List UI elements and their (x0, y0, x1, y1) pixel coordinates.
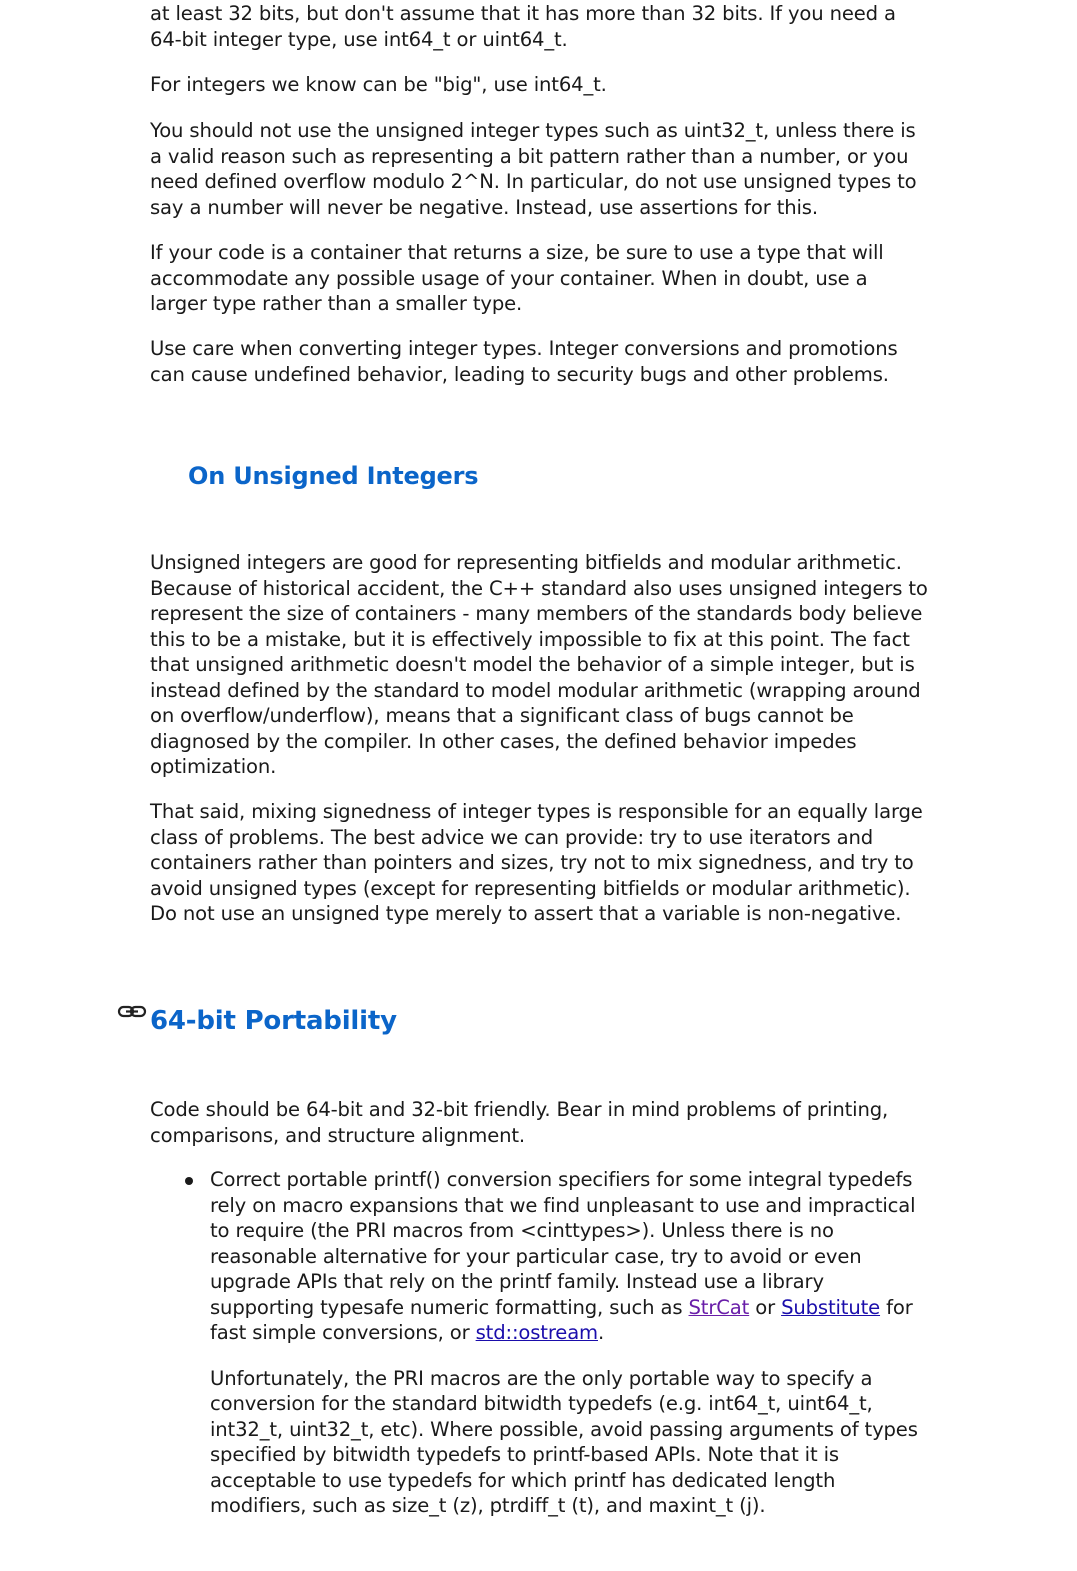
portability-intro: Code should be 64-bit and 32-bit friendly. Bear in mind problems of printing, comparisons, and structure alignment. (150, 1098, 889, 1147)
intro-paragraph-4: If your code is a container that returns a size, be sure to use a type that will accommodate any possible usage of your container. When in doubt, use a larger type rather than a smaller type. (150, 241, 884, 315)
unsigned-integers-heading: On Unsigned Integers (188, 462, 479, 490)
link-icon[interactable] (117, 1002, 149, 1022)
bullet-text-end: . (598, 1321, 605, 1344)
intro-paragraph-5: Use care when converting integer types. Integer conversions and promotions can cause undefined behavior, leading to security bugs and other problems. (150, 337, 898, 386)
intro-paragraph-1: at least 32 bits, but don't assume that it has more than 32 bits. If you need a 64-bit integer type, use int64_t or uint64_t. (150, 2, 896, 51)
unsigned-paragraph-2: That said, mixing signedness of integer types is responsible for an equally large class of problems. The best advice we can provide: try to use iterators and containers rather than pointers and sizes, try not to mix signedness, and try to avoid unsigned types (except for representing bitfields or modular arithmetic). Do not use an unsigned type merely to assert that a variable is non-negative. (150, 800, 923, 925)
substitute-link[interactable]: Substitute (781, 1295, 881, 1319)
intro-paragraph-2: For integers we know can be "big", use int64_t. (150, 73, 607, 96)
bullet-paragraph-2: Unfortunately, the PRI macros are the only portable way to specify a conversion for the standard bitwidth typedefs (e.g. int64_t, uint64_t, int32_t, uint32_t, etc). Where possible, avoid passing arguments of types specified by bitwidth typedefs to printf-based APIs. Note that it is acceptable to use typedefs for which printf has dedicated length modifiers, such as size_t (z), ptrdiff_t (t), and maxint_t (j). (210, 1366, 918, 1517)
intro-paragraph-3: You should not use the unsigned integer types such as uint32_t, unless there is a valid reason such as representing a bit pattern rather than a number, or you need defined overflow modulo 2^N. In particular, do not use unsigned types to say a number will never be negative. Instead, use assertions for this. (150, 119, 917, 219)
bullet-text-for: for fast simple conversions, or (210, 1295, 913, 1344)
unsigned-paragraph-1: Unsigned integers are good for representing bitfields and modular arithmetic. Because of historical accident, the C++ standard also uses unsigned integers to represent the size of containers - many members of the standards body believe this to be a mistake, but it is effectively impossible to fix at this point. The fact that unsigned arithmetic doesn't model the behavior of a simple integer, but is instead defined by the standard to model modular arithmetic (wrapping around on overflow/underflow), means that a significant class of bugs cannot be diagnosed by the compiler. In other cases, the defined behavior impedes optimization. (150, 551, 928, 778)
portability-bullet-list (150, 1167, 920, 1539)
bullet-icon (185, 1177, 193, 1185)
bullet-text-or: or (749, 1295, 782, 1319)
strcat-link[interactable]: StrCat (688, 1295, 750, 1319)
ostream-link[interactable]: std::ostream (475, 1321, 598, 1344)
bullet-paragraph-1 (210, 1167, 920, 1346)
list-item (150, 1167, 920, 1519)
portability-heading: 64-bit Portability (150, 1006, 397, 1036)
bullet-text-start: Correct portable printf() conversion specifiers for some integral typedefs rely on macro expansions that we find unpleasant to use and impractical to require (the PRI macros from <cinttypes>). Unless there is no reasonable alternative for your particular case, try to avoid or even upgrade APIs that rely on the printf family. Instead use a library supporting typesafe numeric formatting, such as (210, 1168, 916, 1319)
